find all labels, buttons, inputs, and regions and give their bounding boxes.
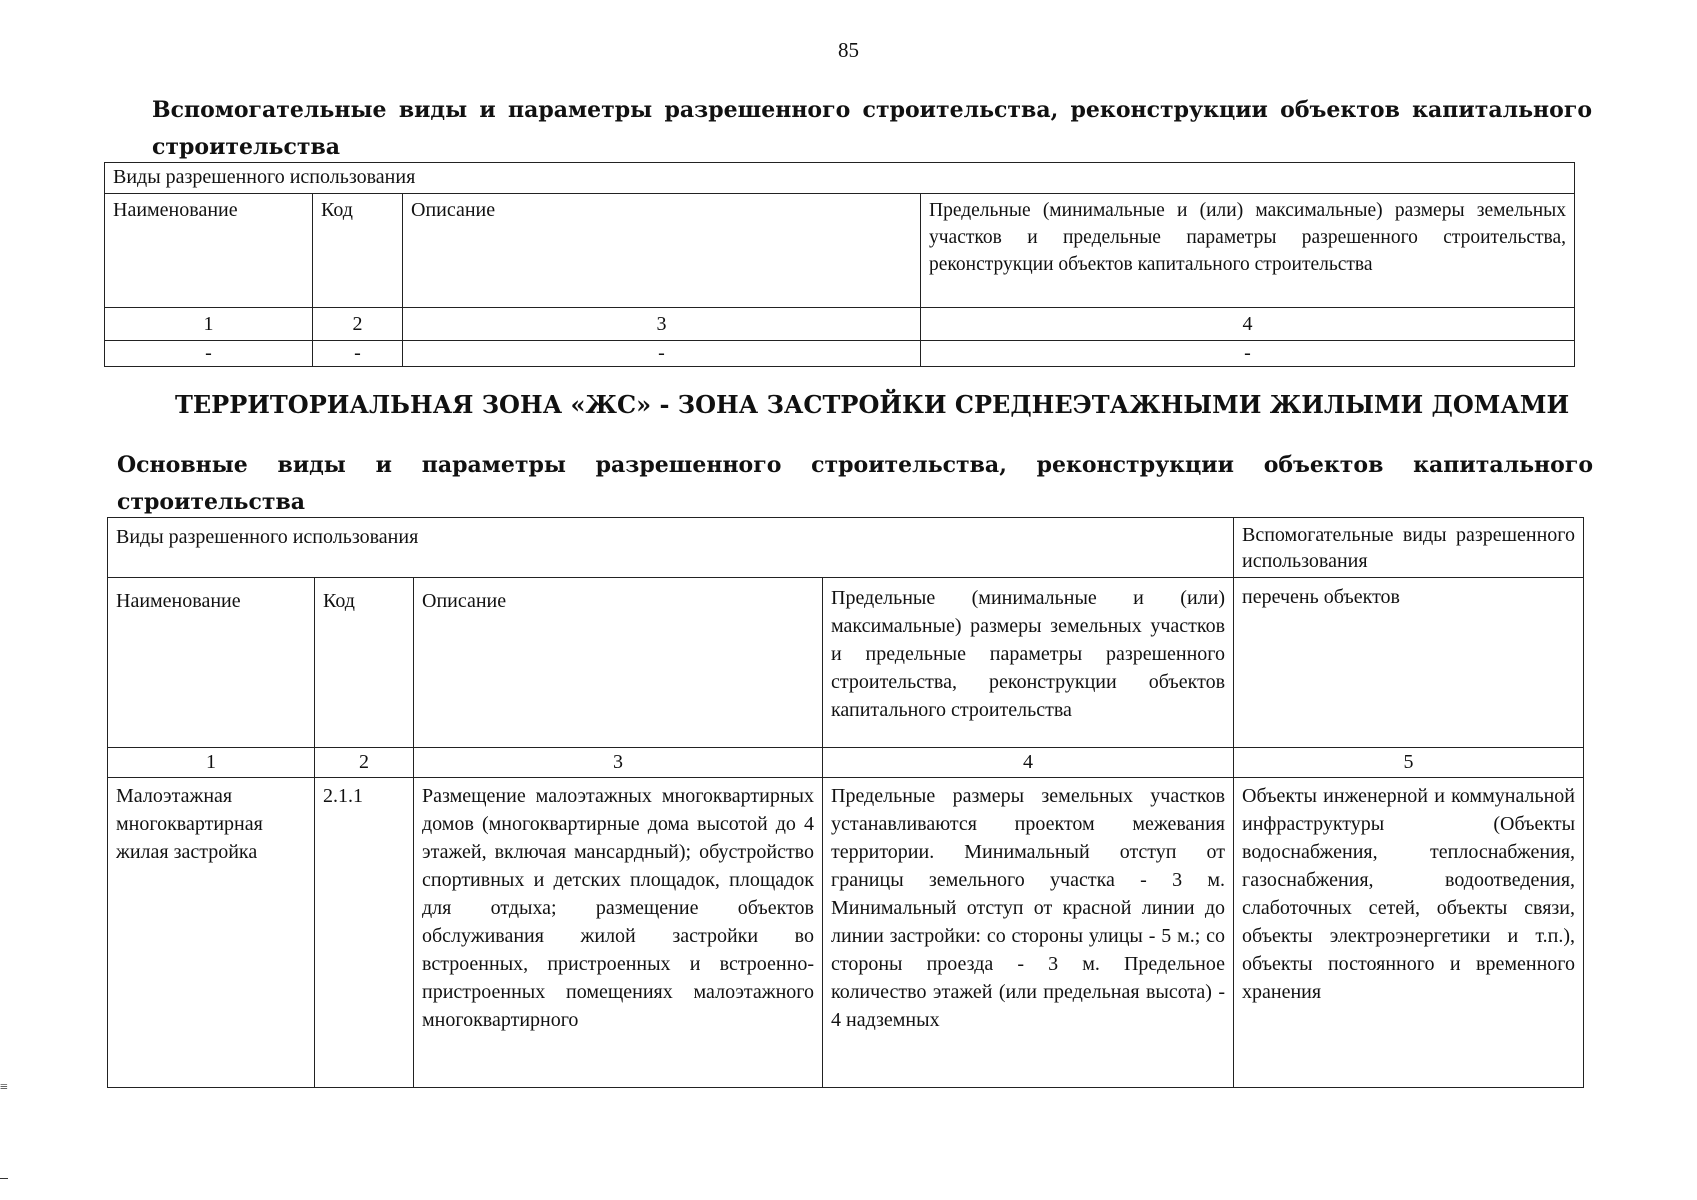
main-col-number: 2 xyxy=(315,748,414,778)
main-header-code: Код xyxy=(315,578,414,748)
aux-col-number: 3 xyxy=(403,308,921,341)
main-col-number: 4 xyxy=(823,748,1234,778)
row-code: 2.1.1 xyxy=(315,778,414,1088)
row-name: Малоэтажная многоквартирная жилая застройка xyxy=(108,778,315,1088)
main-header-description: Описание xyxy=(414,578,823,748)
aux-col-number: 1 xyxy=(105,308,313,341)
aux-cell-dash: - xyxy=(921,341,1575,367)
aux-header-code: Код xyxy=(313,194,403,308)
main-col-number: 5 xyxy=(1234,748,1584,778)
row-objects: Объекты инженерной и коммунальной инфраструктуры (Объекты водоснабжения, теплоснабжения, газоснабжения, водоотведения, слаботочных сетей, объекты связи, объекты электроэнергетики и т.п.), объекты постоянного и временного хранения xyxy=(1234,778,1584,1088)
aux-group-header: Виды разрешенного использования xyxy=(105,163,1575,194)
aux-cell-dash: - xyxy=(313,341,403,367)
zone-title: ТЕРРИТОРИАЛЬНАЯ ЗОНА «ЖС» - ЗОНА ЗАСТРОЙКИ СРЕДНЕЭТАЖНЫМИ ЖИЛЫМИ ДОМАМИ xyxy=(175,390,1570,419)
aux-header-parameters: Предельные (минимальные и (или) максимальные) размеры земельных участков и предельные параметры разрешенного строительства, реконструкции объектов капитального строительства xyxy=(921,194,1575,308)
margin-tick xyxy=(0,1178,8,1179)
main-table xyxy=(107,517,1584,1088)
aux-col-number: 2 xyxy=(313,308,403,341)
main-header-parameters: Предельные (минимальные и (или) максимальные) размеры земельных участков и предельные параметры разрешенного строительства, реконструкции объектов капитального строительства xyxy=(823,578,1234,748)
main-col-number: 3 xyxy=(414,748,823,778)
main-header-objects: перечень объектов xyxy=(1234,578,1584,748)
row-parameters: Предельные размеры земельных участков устанавливаются проектом межевания территории. Минимальный отступ от границы земельного участка - 3 м. Минимальный отступ от красной линии до линии застройки: со стороны улицы - 5 м.; со стороны проезда - 3 м. Предельное количество этажей (или предельная высота) - 4 надземных xyxy=(823,778,1234,1088)
aux-cell-dash: - xyxy=(105,341,313,367)
aux-header-description: Описание xyxy=(403,194,921,308)
main-group-header: Виды разрешенного использования xyxy=(108,518,1234,578)
row-description: Размещение малоэтажных многоквартирных домов (многоквартирные дома высотой до 4 этажей, включая мансардный); обустройство спортивных и детских площадок, площадок для отдыха; размещение объектов обслуживания жилой застройки во встроенных, пристроенных и встроенно-пристроенных помещениях малоэтажного многоквартирного xyxy=(414,778,823,1088)
aux-header-name: Наименование xyxy=(105,194,313,308)
page-number: 85 xyxy=(838,38,859,62)
main-header-name: Наименование xyxy=(108,578,315,748)
main-section-heading: Основные виды и параметры разрешенного строительства, реконструкции объектов капитального строительства xyxy=(117,452,1593,515)
aux-table xyxy=(104,162,1575,367)
aux-section-heading: Вспомогательные виды и параметры разрешенного строительства, реконструкции объектов капитального строительства xyxy=(152,97,1592,160)
margin-mark: ≡ xyxy=(0,1080,8,1095)
aux-col-number: 4 xyxy=(921,308,1575,341)
aux-cell-dash: - xyxy=(403,341,921,367)
main-aux-group-header: Вспомогательные виды разрешенного использования xyxy=(1234,518,1584,578)
main-col-number: 1 xyxy=(108,748,315,778)
